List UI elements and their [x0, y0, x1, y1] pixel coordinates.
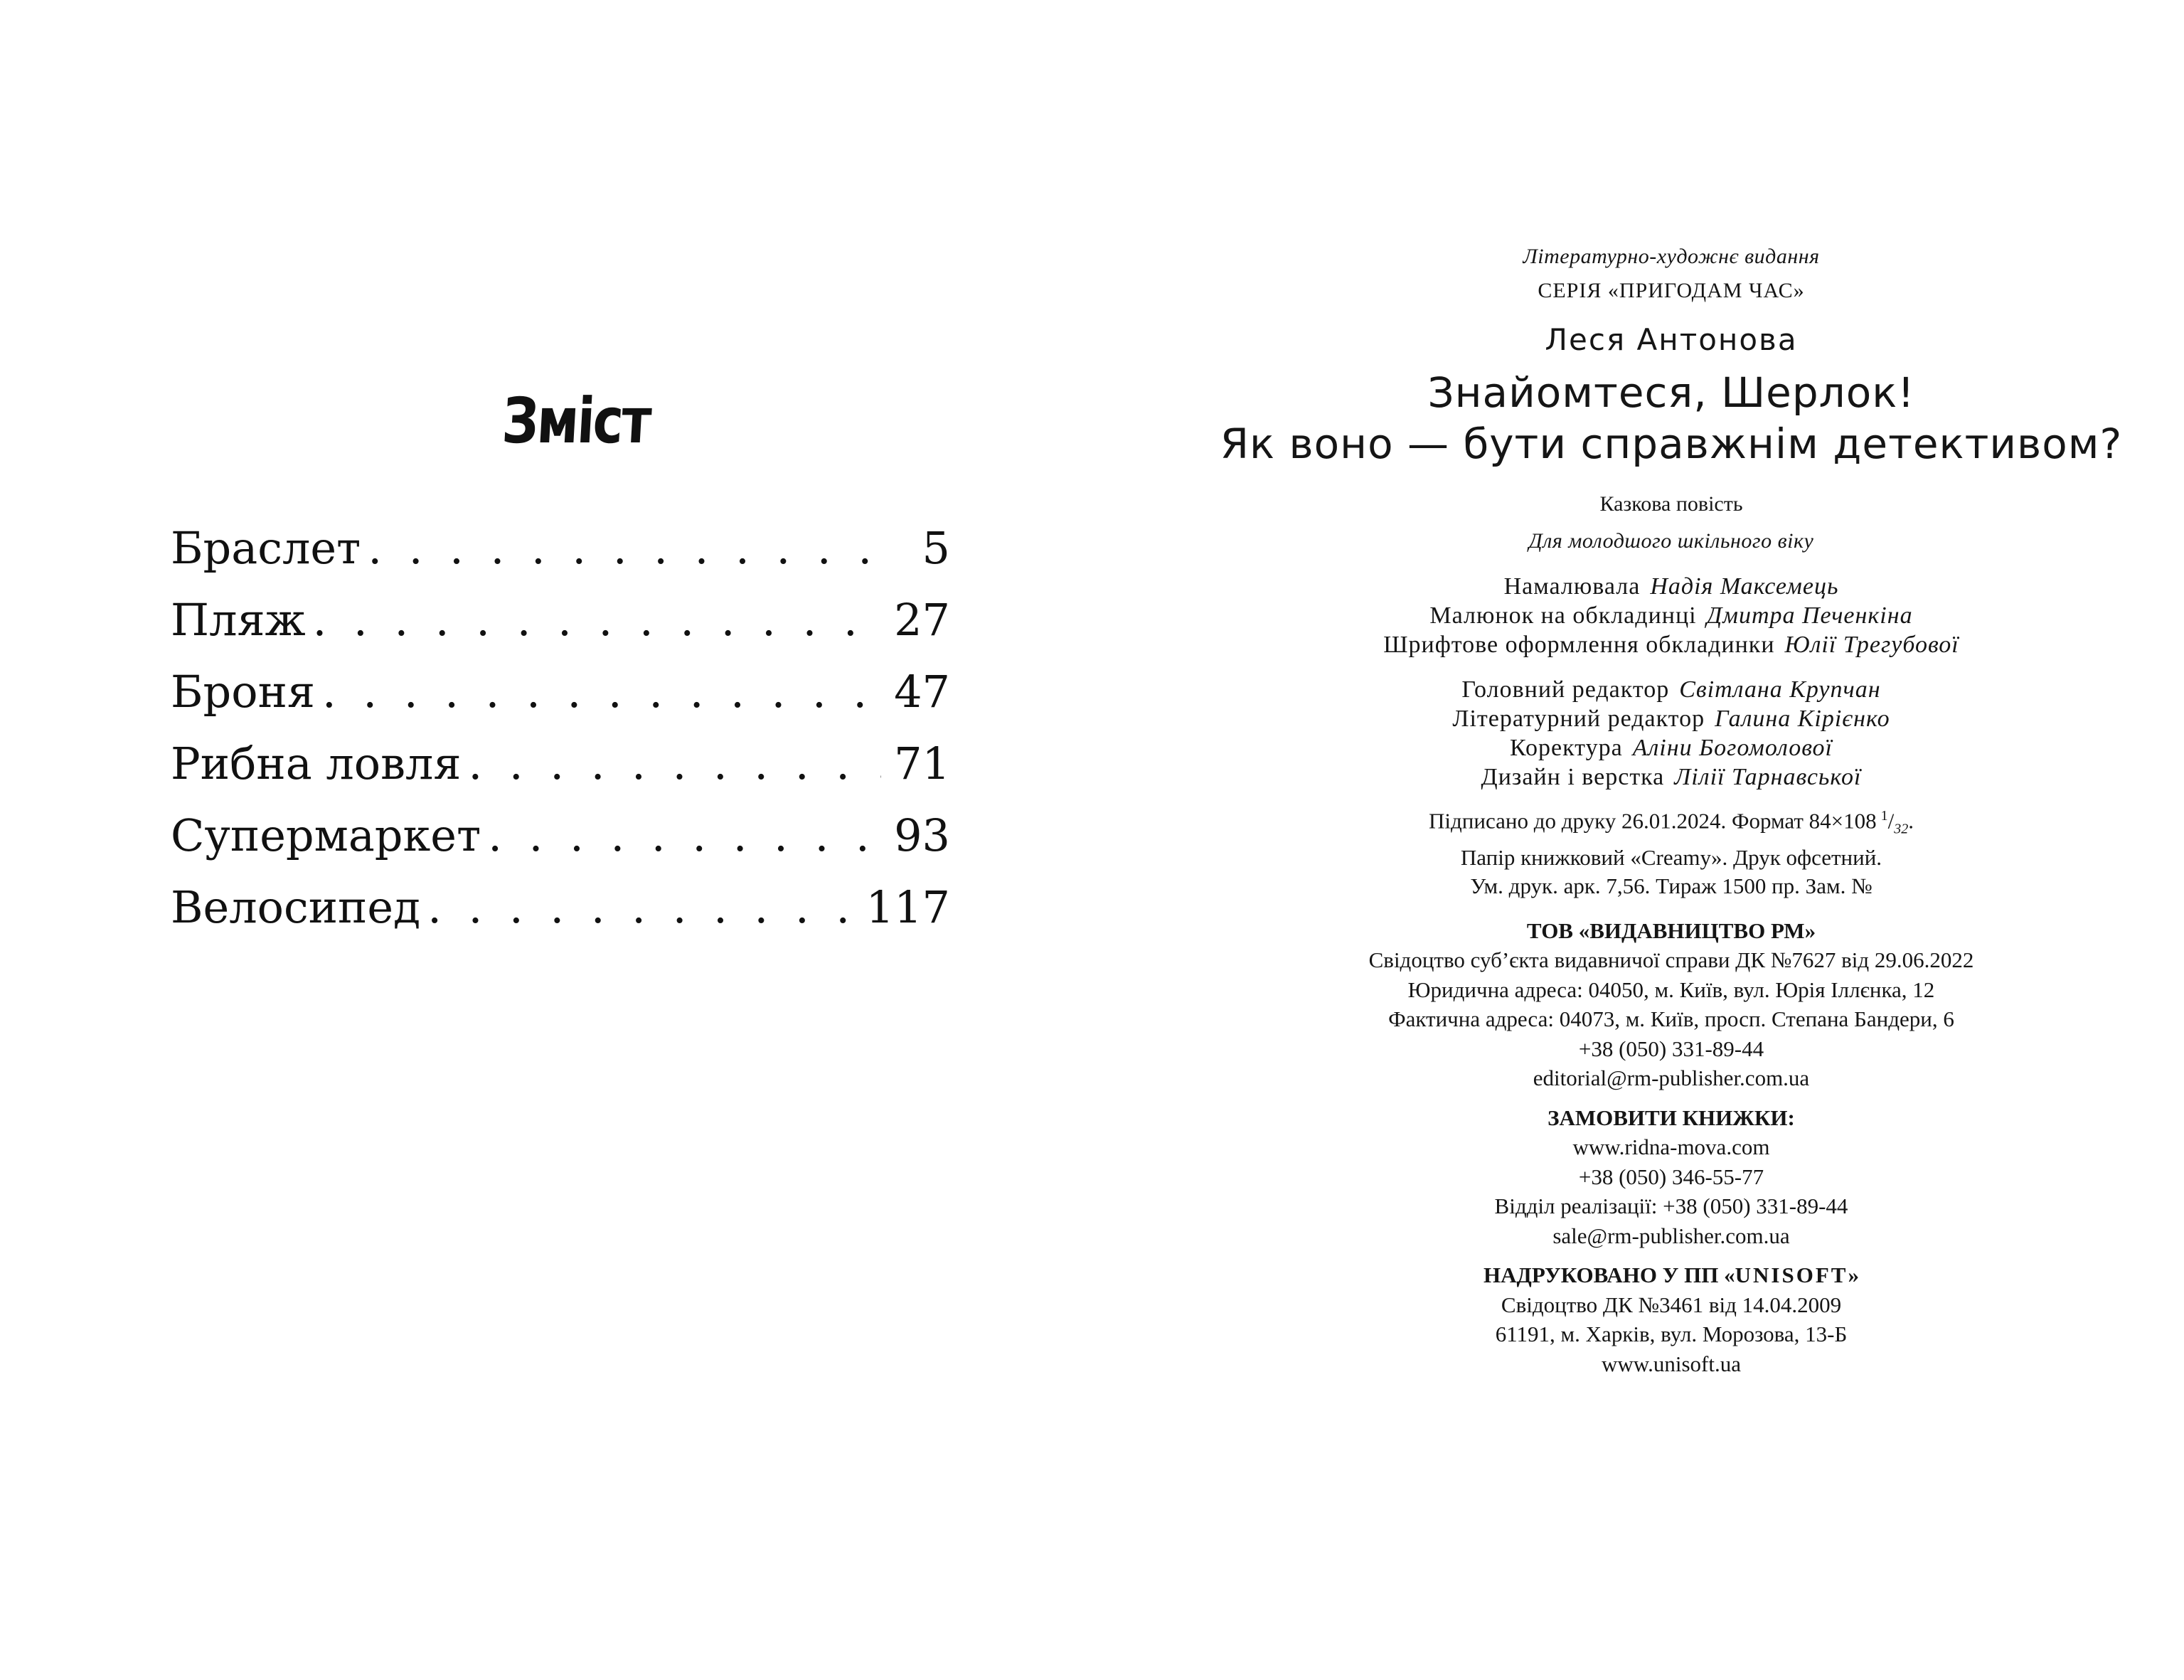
- edition-type: Літературно-художнє видання: [1523, 245, 1820, 268]
- printer-block: [1209, 1260, 2134, 1378]
- orders-block: [1209, 1103, 2134, 1251]
- toc-entry-label: Пляж: [171, 594, 306, 646]
- toc-entry-page: 71: [894, 738, 950, 790]
- publisher-email[interactable]: editorial@rm-publisher.com.ua: [1533, 1065, 1810, 1091]
- print-info-line: Папір книжковий «Creamy». Друк офсетний.: [1460, 844, 1882, 870]
- toc-entry-page: 47: [894, 666, 950, 718]
- toc-entry-label: Рибна ловля: [171, 738, 462, 790]
- toc-leader-dots: [313, 584, 881, 656]
- toc-entry-label: Велосипед: [171, 881, 421, 933]
- toc-entry: [171, 656, 950, 728]
- credit-role: Дизайн і верстка: [1481, 764, 1665, 790]
- printer-name: UNISOFT: [1735, 1262, 1848, 1288]
- credit-line: [1209, 630, 2134, 659]
- toc-entry-page: 27: [894, 594, 950, 646]
- toc-leader-dots: [468, 728, 881, 799]
- toc-entry: [171, 728, 950, 799]
- print-info-line: Ум. друк. арк. 7,56. Тираж 1500 пр. Зам. №: [1470, 873, 1873, 898]
- printer-heading-prefix: НАДРУКОВАНО У ПП «: [1483, 1262, 1735, 1288]
- editorial-credits: [1209, 675, 2134, 792]
- author-name: Леся Антонова: [1545, 322, 1798, 357]
- toc-list: [171, 512, 950, 943]
- toc-leader-dots: [322, 656, 881, 728]
- toc-entry: [171, 799, 950, 871]
- toc-leader-dots: [488, 799, 881, 871]
- toc-entry-page: 5: [922, 522, 950, 574]
- toc-entry: [171, 871, 950, 943]
- toc-entry-label: Супермаркет: [171, 809, 481, 861]
- series-name: СЕРІЯ «ПРИГОДАМ ЧАС»: [1538, 279, 1805, 302]
- print-format-end: .: [1908, 808, 1914, 834]
- publisher-phone: +38 (050) 331-89-44: [1578, 1036, 1764, 1061]
- toc-entry-page: 93: [894, 809, 950, 861]
- toc-title: Зміст: [500, 384, 652, 457]
- orders-phone: +38 (050) 346-55-77: [1578, 1164, 1764, 1189]
- toc-entry: [171, 584, 950, 656]
- credit-name: Лілії Тарнавської: [1674, 764, 1862, 790]
- publisher-legal-address: Юридична адреса: 04050, м. Київ, вул. Юрія Іллєнка, 12: [1407, 977, 1935, 1002]
- printer-website[interactable]: www.unisoft.ua: [1601, 1351, 1742, 1376]
- art-credits: [1209, 572, 2134, 659]
- format-denominator: 32: [1894, 821, 1909, 837]
- printer-heading-suffix: »: [1848, 1262, 1859, 1288]
- credit-line: [1209, 762, 2134, 792]
- credit-role: Намалювала: [1503, 573, 1641, 600]
- print-format-text: Підписано до друку 26.01.2024. Формат 84×108: [1429, 808, 1877, 834]
- credit-line: [1209, 733, 2134, 762]
- printer-license: Свідоцтво ДК №3461 від 14.04.2009: [1501, 1292, 1842, 1317]
- print-info-line: Підписано до друку 26.01.2024. Формат 84×108 $^1/_{32}$.: [1429, 808, 1914, 837]
- imprint-page: [1209, 242, 2134, 1378]
- credit-role: Малюнок на обкладинці: [1429, 602, 1697, 629]
- credit-name: Дмитра Печенкіна: [1706, 602, 1913, 629]
- credit-name: Аліни Богомолової: [1632, 735, 1833, 761]
- orders-heading: ЗАМОВИТИ КНИЖКИ:: [1548, 1105, 1795, 1130]
- toc-entry-page: 117: [865, 881, 950, 933]
- orders-website[interactable]: www.ridna-mova.com: [1572, 1134, 1770, 1160]
- toc-leader-dots: [368, 512, 895, 584]
- toc-entry: [171, 512, 950, 584]
- age-group: Для молодшого шкільного віку: [1528, 529, 1814, 553]
- book-title: Знайомтеся, Шерлок!: [1427, 368, 1915, 417]
- toc-leader-dots: [427, 871, 853, 943]
- genre: Казкова повість: [1599, 492, 1743, 516]
- orders-sales-phone: Відділ реалізації: +38 (050) 331-89-44: [1494, 1193, 1848, 1219]
- book-subtitle: Як воно — бути справжнім детективом?: [1220, 420, 2123, 468]
- publisher-block: [1209, 916, 2134, 1093]
- publisher-license: Свідоцтво суб’єкта видавничої справи ДК №7627 від 29.06.2022: [1368, 947, 1974, 973]
- credit-name: Галина Кірієнко: [1715, 706, 1890, 732]
- credit-line: [1209, 704, 2134, 733]
- credit-name: Юлії Трегубової: [1784, 632, 1959, 658]
- printer-address: 61191, м. Харків, вул. Морозова, 13-Б: [1495, 1322, 1848, 1347]
- toc-entry-label: Броня: [171, 666, 316, 718]
- credit-name: Світлана Крупчан: [1679, 676, 1881, 703]
- format-numerator: 1: [1880, 808, 1888, 824]
- credit-line: [1209, 675, 2134, 704]
- publisher-name: ТОВ «ВИДАВНИЦТВО РМ»: [1526, 918, 1816, 943]
- credit-role: Літературний редактор: [1452, 706, 1705, 732]
- credit-name: Надія Максемець: [1650, 573, 1839, 600]
- credit-role: Шрифтове оформлення обкладинки: [1383, 632, 1775, 658]
- print-info: [1209, 802, 2134, 900]
- printer-heading: [1209, 1260, 2134, 1290]
- credit-line: [1209, 572, 2134, 601]
- toc-entry-label: Браслет: [171, 522, 361, 574]
- orders-email[interactable]: sale@rm-publisher.com.ua: [1552, 1223, 1790, 1248]
- publisher-actual-address: Фактична адреса: 04073, м. Київ, просп. Степана Бандери, 6: [1388, 1006, 1954, 1032]
- credit-role: Коректура: [1510, 735, 1623, 761]
- credit-line: [1209, 601, 2134, 630]
- credit-role: Головний редактор: [1461, 676, 1670, 703]
